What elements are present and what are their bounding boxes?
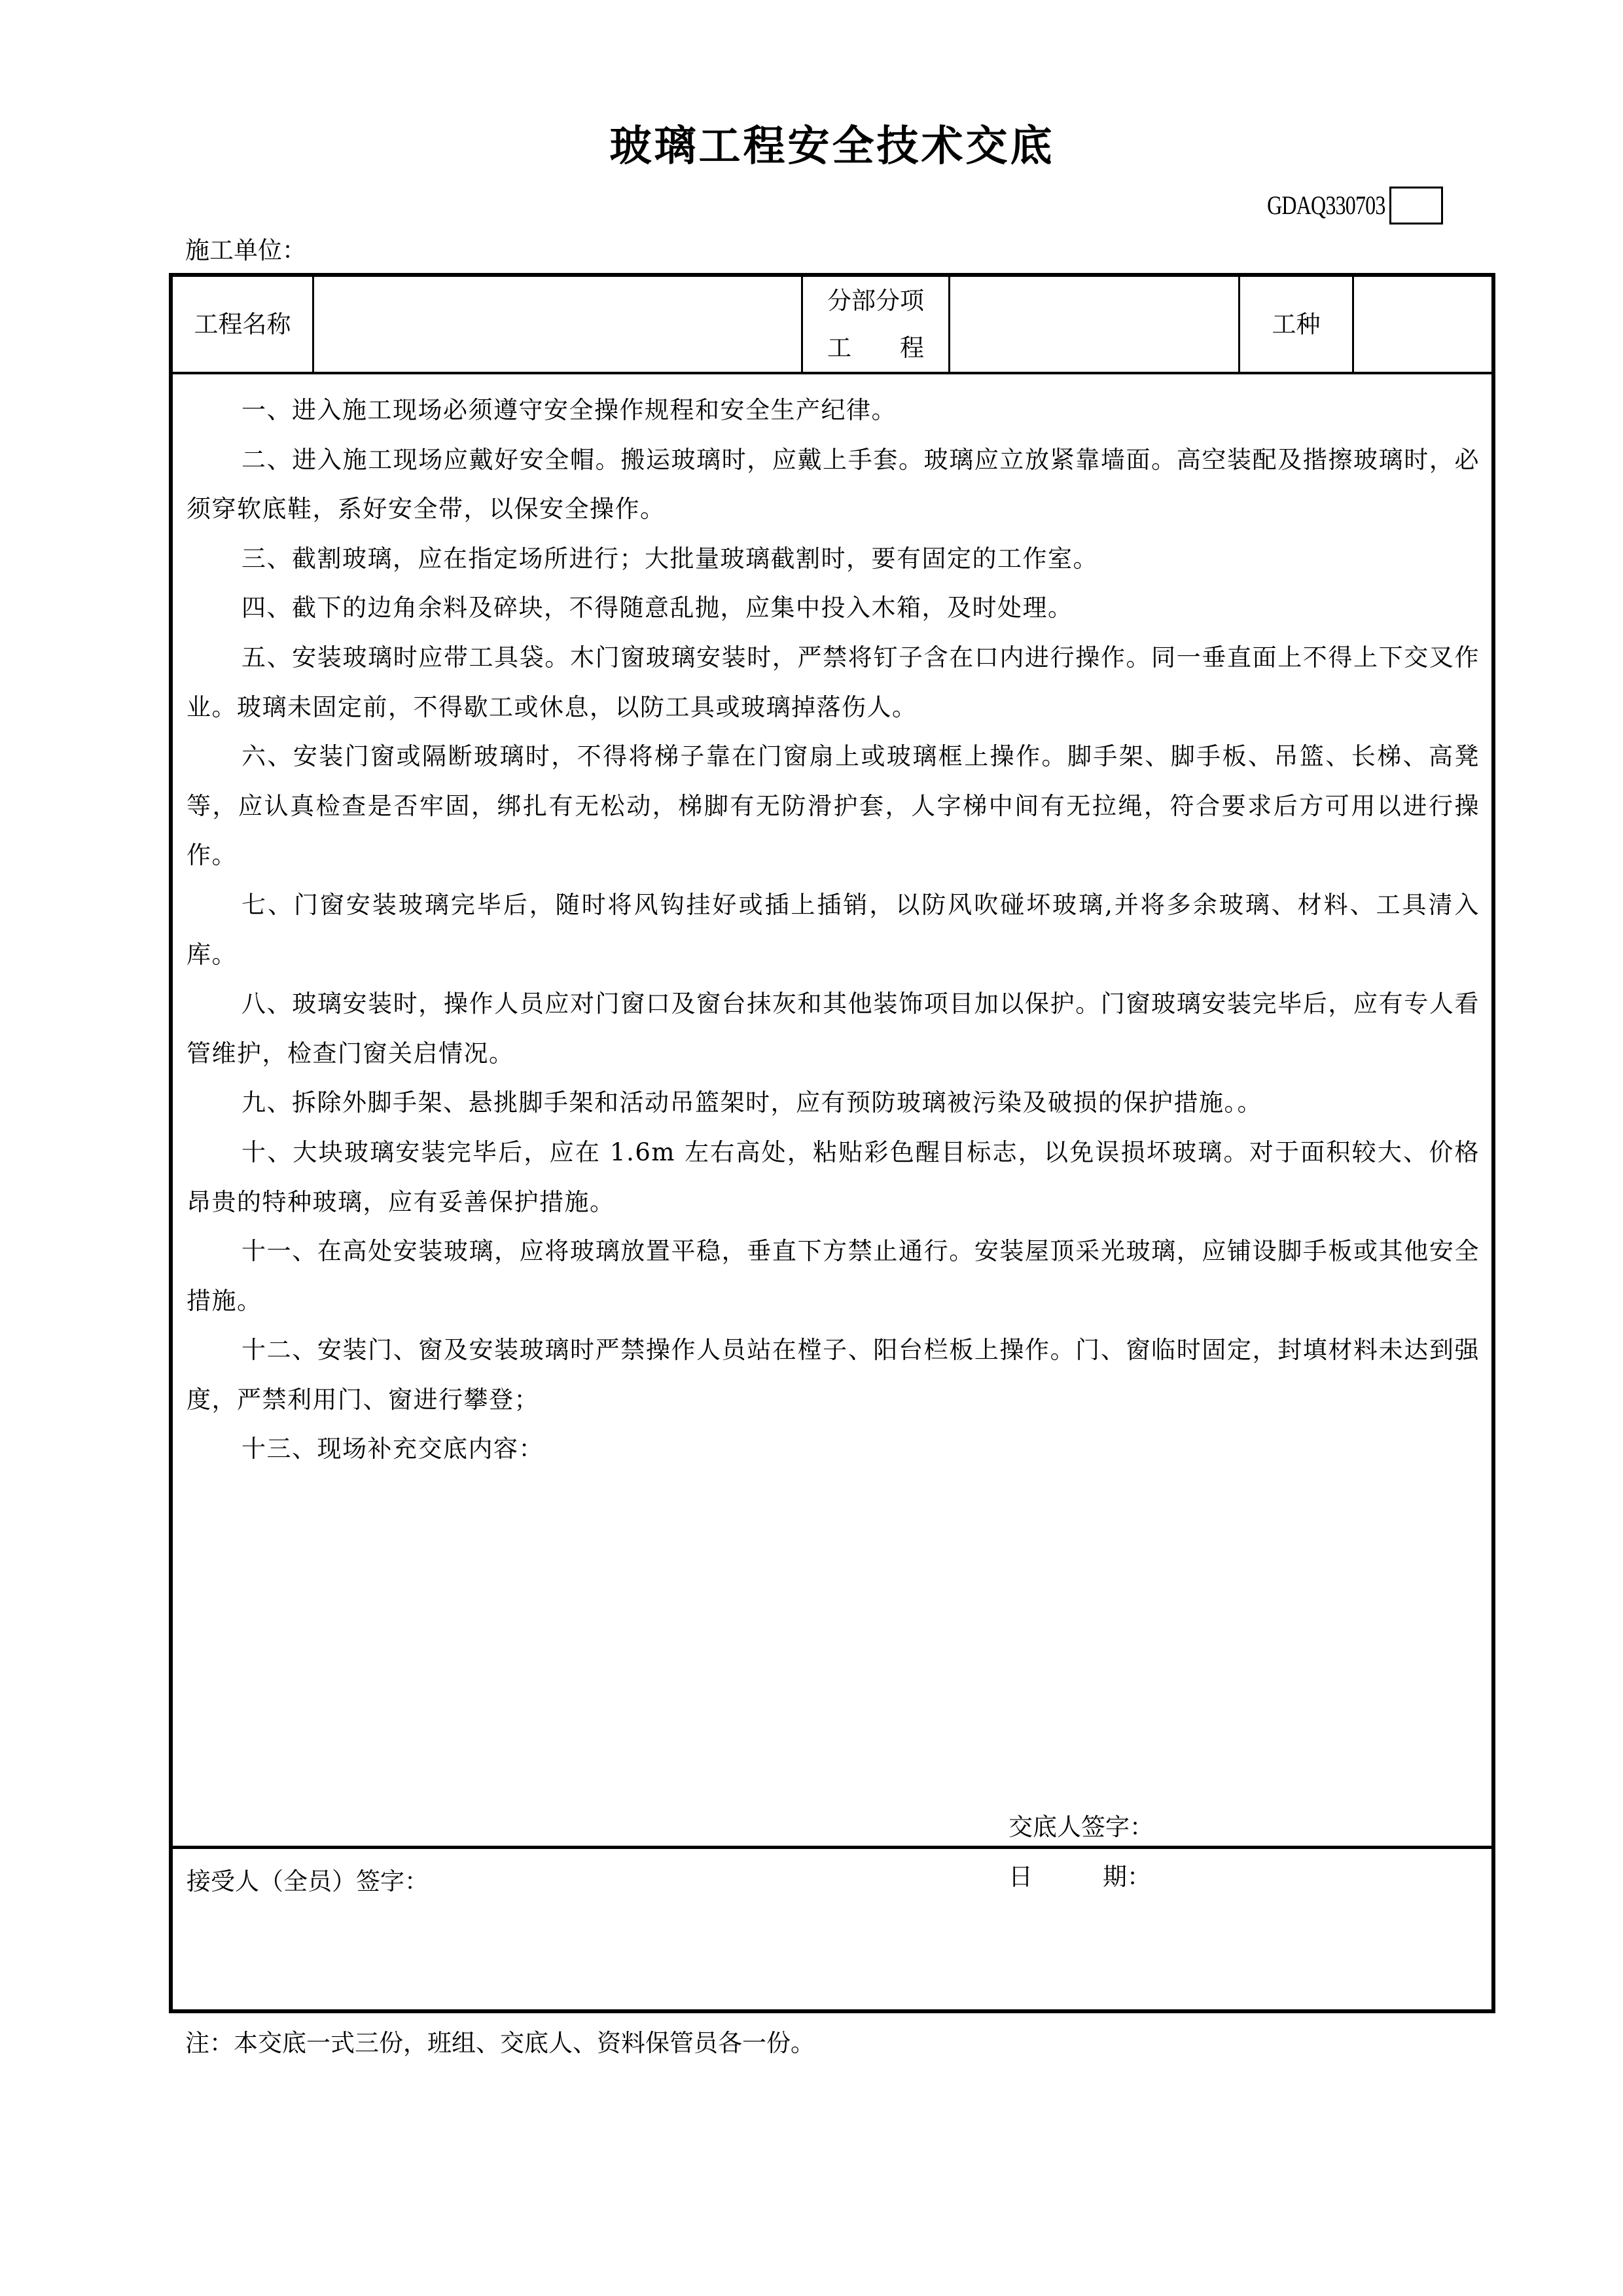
project-name-label: 工程名称: [194, 310, 291, 338]
form-code: GDAQ330703: [1267, 190, 1385, 220]
trade-field[interactable]: [1354, 277, 1491, 372]
disclosure-item: 十、大块玻璃安装完毕后，应在 1.6m 左右高处，粘贴彩色醒目标志，以免误损坏玻璃。对于面积较大、价格昂贵的特种玻璃，应有妥善保护措施。: [187, 1138, 1480, 1216]
sub-project-field[interactable]: [950, 277, 1240, 372]
construction-unit-label: 施工单位：: [185, 236, 306, 264]
footer-note: 注：本交底一式三份，班组、交底人、资料保管员各一份。: [185, 2029, 815, 2057]
sub-project-label-char-a: 工: [827, 333, 851, 362]
trade-label: 工种: [1272, 310, 1321, 338]
date-label-char-b: 期：: [1103, 1863, 1151, 1891]
form-code-suffix-box[interactable]: [1389, 187, 1443, 224]
form-code-group: [1238, 186, 1443, 225]
disclosure-item: 二、进入施工现场应戴好安全帽。搬运玻璃时，应戴上手套。玻璃应立放紧靠墙面。高空装配及揩擦玻璃时，必须穿软底鞋，系好安全带，以保安全操作。: [187, 445, 1480, 524]
disclosure-item: 八、玻璃安装时，操作人员应对门窗口及窗台抹灰和其他装饰项目加以保护。门窗玻璃安装完毕后，应有专人看管维护，检查门窗关启情况。: [187, 990, 1480, 1067]
sub-project-label-cell: [803, 277, 950, 372]
project-name-label-cell: [173, 277, 314, 372]
date-label-char-a: 日: [1008, 1863, 1033, 1891]
disclosure-item: 六、安装门窗或隔断玻璃时，不得将梯子靠在门窗扇上或玻璃框上操作。脚手架、脚手板、吊篮、长梯、高凳等，应认真检查是否牢固，绑扎有无松动，梯脚有无防滑护套，人字梯中间有无拉绳，符合要求后方可用以进行操作。: [187, 742, 1480, 870]
sub-project-label-line2: [827, 332, 924, 365]
header-row: [173, 277, 1491, 374]
disclosure-item: 五、安装玻璃时应带工具袋。木门窗玻璃安装时，严禁将钉子含在口内进行操作。同一垂直面上不得上下交叉作业。玻璃未固定前，不得歇工或休息，以防工具或玻璃掉落伤人。: [187, 643, 1480, 721]
sub-project-label-char-b: 程: [900, 333, 924, 362]
disclosure-item: 十一、在高处安装玻璃，应将玻璃放置平稳，垂直下方禁止通行。安装屋顶采光玻璃，应铺设脚手板或其他安全措施。: [187, 1237, 1480, 1315]
sub-project-label-line1: 分部分项: [827, 286, 924, 315]
disclosure-item: 三、截割玻璃，应在指定场所进行；大批量玻璃截割时，要有固定的工作室。: [241, 544, 1098, 573]
discloser-signature-label[interactable]: 交底人签字：: [1008, 1813, 1154, 1841]
disclosure-item: 一、进入施工现场必须遵守安全操作规程和安全生产纪律。: [241, 396, 897, 424]
disclosure-form-table: [169, 273, 1495, 2013]
document-title: 玻璃工程安全技术交底: [609, 122, 1055, 171]
trade-label-cell: [1240, 277, 1354, 372]
disclosure-item-supplement: 十三、现场补充交底内容：: [241, 1435, 544, 1463]
receiver-signature-cell[interactable]: [173, 1849, 1491, 2009]
disclosure-item: 九、拆除外脚手架、悬挑脚手架和活动吊篮架时，应有预防玻璃被污染及破损的保护措施。。: [241, 1088, 1262, 1117]
disclosure-item: 十二、安装门、窗及安装玻璃时严禁操作人员站在樘子、阳台栏板上操作。门、窗临时固定，封填材料未达到强度，严禁利用门、窗进行攀登；: [187, 1336, 1480, 1414]
disclosure-item: 七、门窗安装玻璃完毕后，随时将风钩挂好或插上插销，以防风吹碰坏玻璃,并将多余玻璃、材料、工具清入库。: [187, 890, 1480, 969]
disclosure-item: 四、截下的边角余料及碎块，不得随意乱抛，应集中投入木箱，及时处理。: [241, 594, 1073, 622]
project-name-field[interactable]: [314, 277, 803, 372]
receiver-signature-label: 接受人（全员）签字：: [187, 1867, 429, 1895]
